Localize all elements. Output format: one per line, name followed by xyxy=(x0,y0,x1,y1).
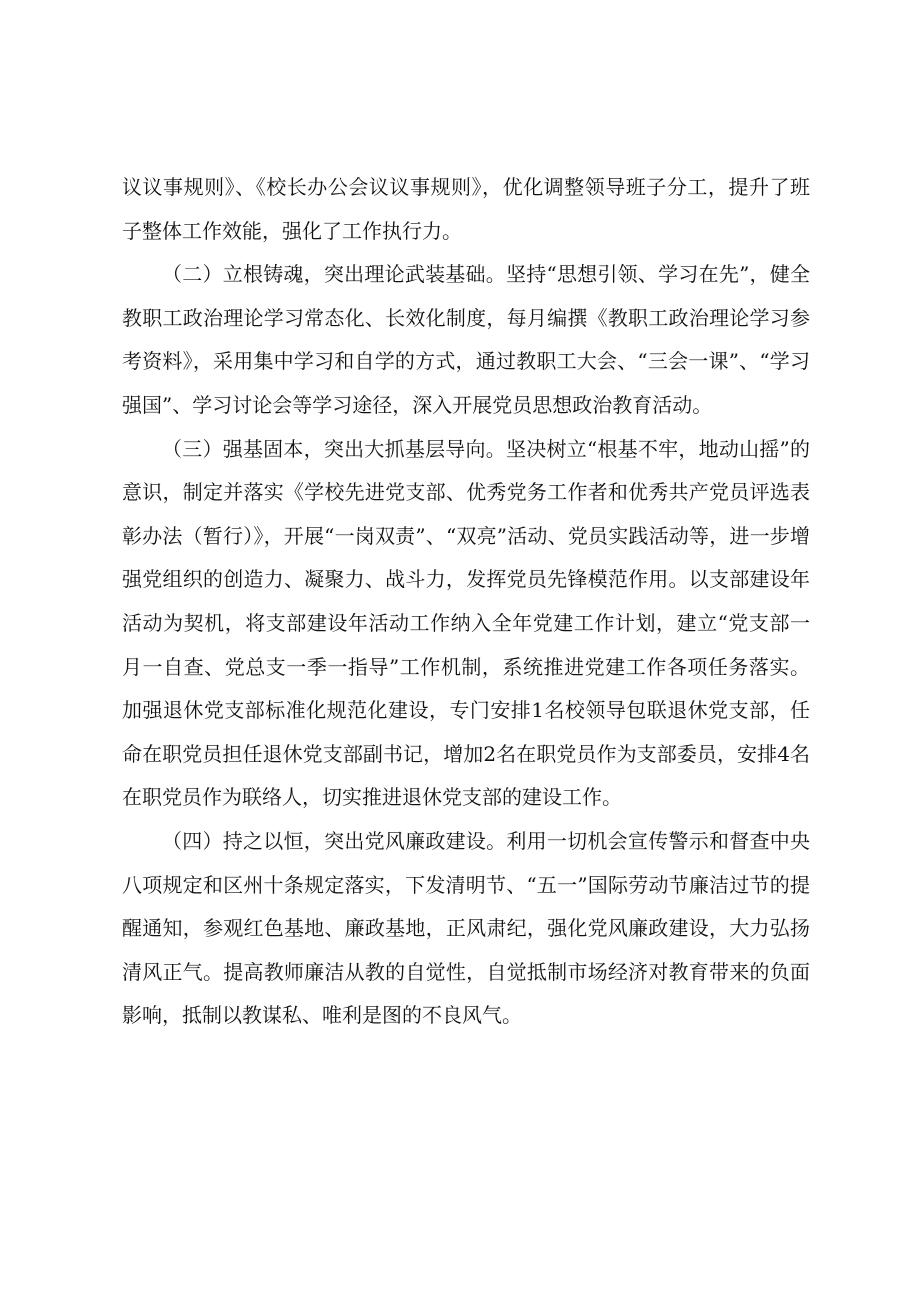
document-body xyxy=(122,166,810,1038)
paragraph-section-three: （三）强基固本，突出大抓基层导向。坚决树立“根基不牢，地动山摇”的意识，制定并落实《学校先进党支部、优秀党务工作者和优秀共产党员评选表彰办法（暂行）》，开展“一岗双责”、“双亮”活动、党员实践活动等，进一步增强党组织的创造力、凝聚力、战斗力，发挥党员先锋模范作用。以支部建设年活动为契机，将支部建设年活动工作纳入全年党建工作计划，建立“党支部一月一自查、党总支一季一指导”工作机制，系统推进党建工作各项任务落实。加强退休党支部标准化规范化建设，专门安排1名校领导包联退休党支部，任命在职党员担任退休党支部副书记，增加2名在职党员作为支部委员，安排4名在职党员作为联络人，切实推进退休党支部的建设工作。 xyxy=(122,436,810,810)
paragraph-section-four: （四）持之以恒，突出党风廉政建设。利用一切机会宣传警示和督查中央八项规定和区州十条规定落实，下发清明节、“五一”国际劳动节廉洁过节的提醒通知，参观红色基地、廉政基地，正风肃纪，强化党风廉政建设，大力弘扬清风正气。提高教师廉洁从教的自觉性，自觉抵制市场经济对教育带来的负面影响，抵制以教谋私、唯利是图的不良风气。 xyxy=(122,828,810,1028)
paragraph-section-two: （二）立根铸魂，突出理论武装基础。坚持“思想引领、学习在先”，健全教职工政治理论学习常态化、长效化制度，每月编撰《教职工政治理论学习参考资料》，采用集中学习和自学的方式，通过教职工大会、“三会一课”、“学习强国”、学习讨论会等学习途径，深入开展党员思想政治教育活动。 xyxy=(122,262,810,417)
paragraph-continued: 议议事规则》、《校长办公会议议事规则》，优化调整领导班子分工，提升了班子整体工作效能，强化了工作执行力。 xyxy=(122,175,810,243)
